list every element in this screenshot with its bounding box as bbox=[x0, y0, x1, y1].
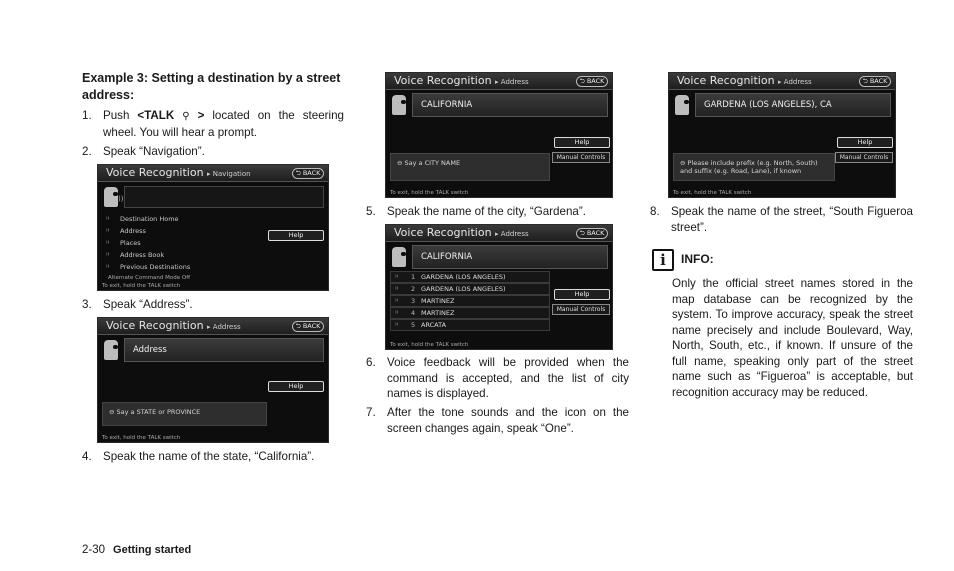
screen-title: Voice Recognition ▸ Address bbox=[106, 319, 241, 332]
step-number: 8. bbox=[650, 205, 660, 218]
step-7 bbox=[366, 405, 629, 436]
prompt-box bbox=[390, 153, 550, 181]
manual-controls-button[interactable]: Manual Controls bbox=[835, 152, 893, 163]
screen-city-list bbox=[385, 224, 613, 350]
step-5 bbox=[366, 204, 629, 220]
step-number: 4. bbox=[82, 450, 92, 463]
title-bar bbox=[669, 73, 895, 90]
help-button[interactable]: Help bbox=[837, 137, 893, 148]
list-item[interactable]: ⁾⁾ 3 MARTINEZ bbox=[390, 295, 550, 307]
step-2 bbox=[82, 144, 344, 160]
step-text: After the tone sounds and the icon on the screen changes again, speak “One”. bbox=[387, 406, 629, 435]
city-list bbox=[390, 271, 550, 331]
speaker-icon bbox=[392, 95, 406, 115]
menu-item[interactable]: ⁾⁾ Address Book bbox=[106, 251, 165, 259]
screen-footer: To exit, hold the TALK switch bbox=[390, 342, 469, 348]
menu-item[interactable]: ⁾⁾ Previous Destinations bbox=[106, 263, 191, 271]
step-text: Push bbox=[103, 109, 138, 122]
talk-key-end: > bbox=[197, 109, 205, 122]
screen-title: Voice Recognition ▸ Address bbox=[677, 74, 812, 87]
section-name: Getting started bbox=[113, 544, 192, 556]
headbox bbox=[124, 186, 324, 208]
prompt-box bbox=[102, 402, 267, 426]
voice-wave-icon: )) bbox=[118, 195, 124, 203]
step-text: Voice feedback will be provided when the command is accepted, and the list of city names is displayed. bbox=[387, 356, 629, 400]
page-footer bbox=[82, 544, 191, 556]
speaker-icon bbox=[104, 340, 118, 360]
menu-item[interactable]: ⁾⁾ Address bbox=[106, 227, 146, 235]
step-4 bbox=[82, 449, 344, 465]
step-text: Speak “Address”. bbox=[103, 298, 193, 311]
help-button[interactable]: Help bbox=[554, 289, 610, 300]
screen-footer: To exit, hold the TALK switch bbox=[673, 190, 752, 196]
back-button[interactable]: ⮌ BACK bbox=[576, 76, 608, 87]
prompt-text: ⊖ Say a CITY NAME bbox=[397, 159, 461, 167]
title-bar bbox=[98, 318, 328, 335]
input-box: CALIFORNIA bbox=[412, 245, 608, 269]
step-text: located on the steering wheel. You will hear a prompt. bbox=[103, 109, 344, 139]
step-number: 3. bbox=[82, 298, 92, 311]
list-item[interactable]: ⁾⁾ 4 MARTINEZ bbox=[390, 307, 550, 319]
talk-key-label: <TALK bbox=[137, 109, 175, 122]
info-text: Only the official street names stored in the map database can be recognized by the system. To improve accuracy, speak the street name precisely and include Boulevard, Way, North, South, etc., if known. If unsure of the full name, speaking only part of the street name such as “Figueroa” is acceptable, but recognition accuracy may be reduced. bbox=[672, 277, 913, 399]
speaker-icon bbox=[675, 95, 689, 115]
menu-item[interactable]: ⁾⁾ Places bbox=[106, 239, 141, 247]
prompt-text: ⊖ Please include prefix (e.g. North, South) and suffix (e.g. Road, Lane), if known bbox=[680, 159, 818, 175]
info-icon: i bbox=[652, 249, 674, 271]
title-bar bbox=[98, 165, 328, 182]
manual-controls-button[interactable]: Manual Controls bbox=[552, 152, 610, 163]
step-number: 7. bbox=[366, 406, 376, 419]
step-text: Speak “Navigation”. bbox=[103, 145, 205, 158]
step-text: Speak the name of the state, “California”. bbox=[103, 450, 315, 463]
help-button[interactable]: Help bbox=[554, 137, 610, 148]
screen-footer: To exit, hold the TALK switch bbox=[102, 435, 181, 441]
step-number: 6. bbox=[366, 356, 376, 369]
back-button[interactable]: ⮌ BACK bbox=[292, 168, 324, 179]
title-bar bbox=[386, 73, 612, 90]
screen-title: Voice Recognition ▸ Navigation bbox=[106, 166, 251, 179]
step-1 bbox=[82, 108, 344, 140]
talk-icon: ⚲ bbox=[182, 111, 190, 122]
menu-item[interactable]: ⁾⁾ Destination Home bbox=[106, 215, 179, 223]
list-item[interactable]: ⁾⁾ 1 GARDENA (LOS ANGELES) bbox=[390, 271, 550, 283]
screen-address bbox=[97, 317, 329, 443]
step-number: 2. bbox=[82, 145, 92, 158]
screen-footer: To exit, hold the TALK switch bbox=[390, 190, 469, 196]
list-item[interactable]: ⁾⁾ 2 GARDENA (LOS ANGELES) bbox=[390, 283, 550, 295]
input-box: GARDENA (LOS ANGELES), CA bbox=[695, 93, 891, 117]
step-number: 5. bbox=[366, 205, 376, 218]
help-button[interactable]: Help bbox=[268, 381, 324, 392]
speaker-icon bbox=[104, 187, 118, 207]
back-button[interactable]: ⮌ BACK bbox=[859, 76, 891, 87]
step-text: Speak the name of the street, “South Figueroa street”. bbox=[671, 205, 913, 234]
prompt-text: ⊖ Say a STATE or PROVINCE bbox=[109, 408, 201, 416]
input-box: Address bbox=[124, 338, 324, 362]
help-button[interactable]: Help bbox=[268, 230, 324, 241]
step-number: 1. bbox=[82, 109, 92, 122]
back-button[interactable]: ⮌ BACK bbox=[292, 321, 324, 332]
speaker-icon bbox=[392, 247, 406, 267]
command-menu bbox=[106, 213, 190, 273]
page-number: 2-30 bbox=[82, 544, 106, 556]
screen-navigation bbox=[97, 164, 329, 291]
screen-california bbox=[385, 72, 613, 198]
input-box: CALIFORNIA bbox=[412, 93, 608, 117]
screen-title: Voice Recognition ▸ Address bbox=[394, 226, 529, 239]
screen-footer: Alternate Command Mode Off bbox=[108, 275, 191, 281]
list-item[interactable]: ⁾⁾ 5 ARCATA bbox=[390, 319, 550, 331]
prompt-box bbox=[673, 153, 835, 181]
step-3 bbox=[82, 297, 344, 313]
back-button[interactable]: ⮌ BACK bbox=[576, 228, 608, 239]
manual-controls-button[interactable]: Manual Controls bbox=[552, 304, 610, 315]
section-heading: Example 3: Setting a destination by a street address: bbox=[82, 71, 341, 102]
info-label: INFO: bbox=[681, 252, 714, 266]
step-text: Speak the name of the city, “Gardena”. bbox=[387, 205, 586, 218]
step-6 bbox=[366, 355, 629, 402]
title-bar bbox=[386, 225, 612, 242]
screen-gardena bbox=[668, 72, 896, 198]
screen-footer: To exit, hold the TALK switch bbox=[102, 283, 181, 289]
screen-title: Voice Recognition ▸ Address bbox=[394, 74, 529, 87]
step-8 bbox=[650, 204, 913, 235]
